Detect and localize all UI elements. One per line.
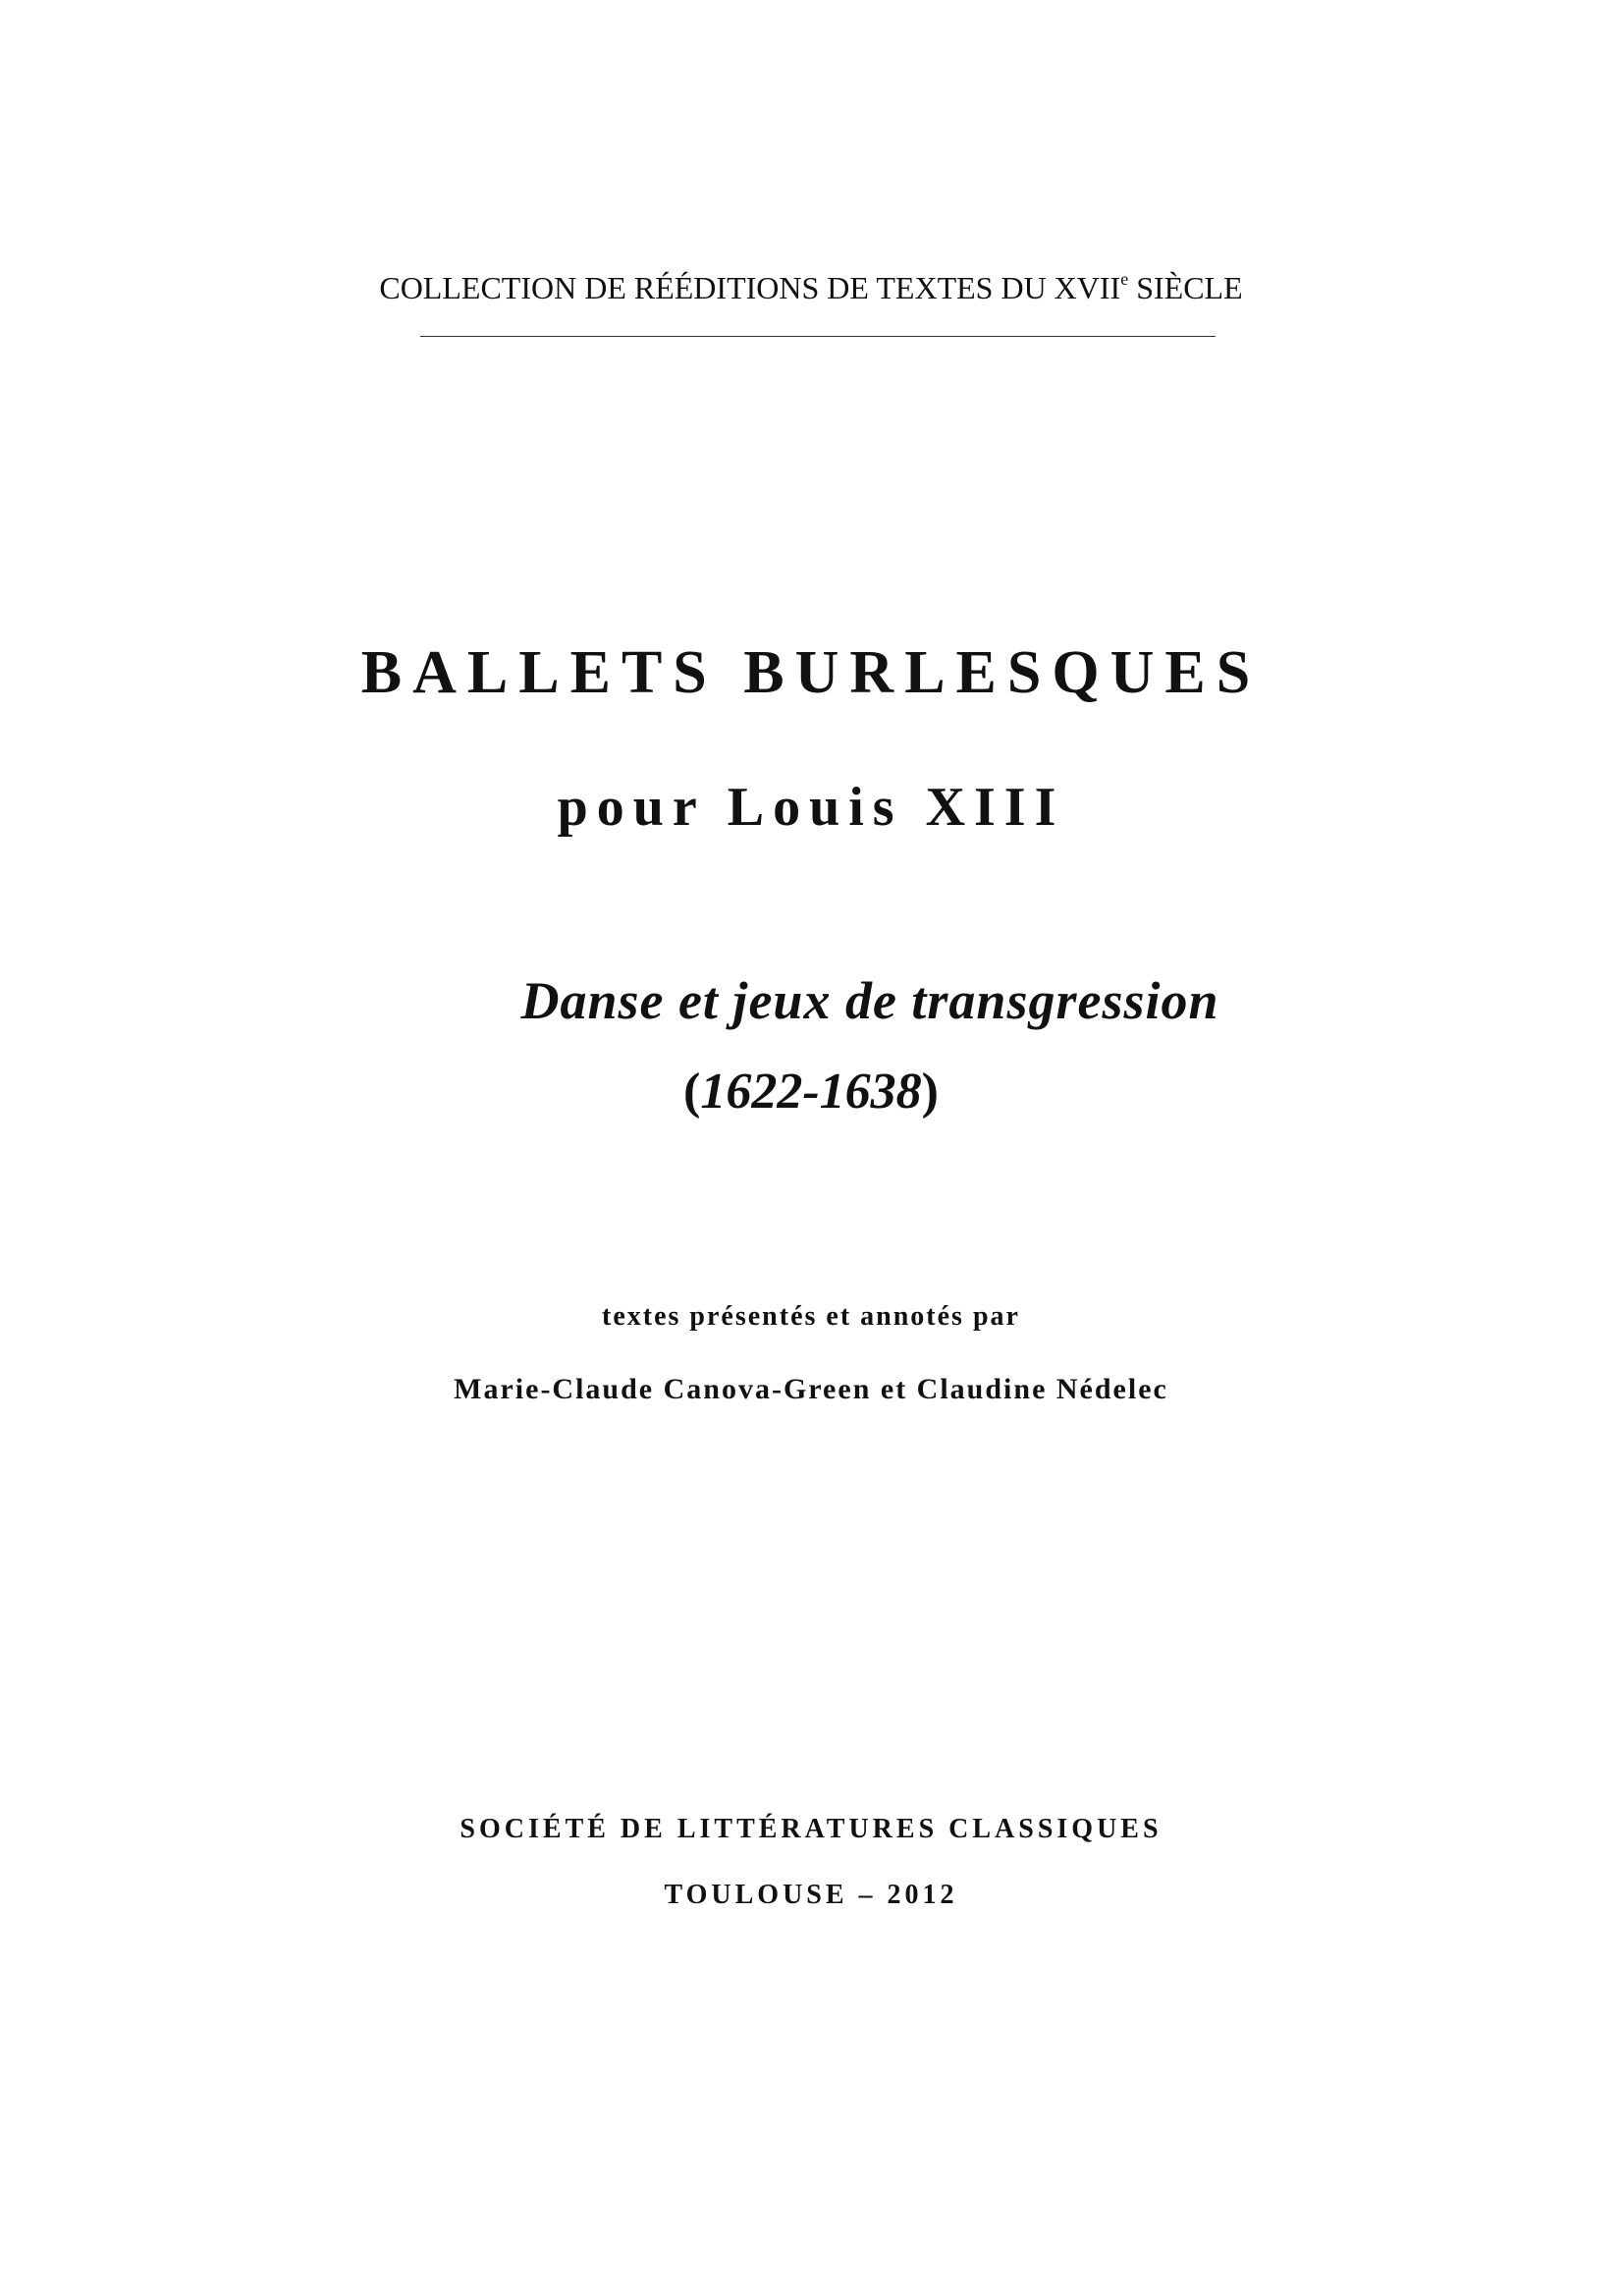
collection-heading [0,270,1622,306]
dates-open-paren: ( [683,1064,701,1120]
collection-suffix: SIÈCLE [1128,270,1243,305]
collection-prefix: COLLECTION DE RÉÉDITIONS DE TEXTES DU XVII [379,270,1121,305]
publisher: SOCIÉTÉ DE LITTÉRATURES CLASSIQUES [460,1814,1162,1844]
authors: Marie-Claude Canova-Green et Claudine Nédelec [454,1373,1168,1405]
collection-superscript: e [1120,269,1129,289]
book-title-line2: pour Louis XIII [557,777,1065,838]
presented-by: textes présentés et annotés par [602,1301,1020,1332]
book-subtitle: Danse et jeux de transgression [520,971,1219,1030]
book-dates [0,1063,1622,1121]
dates-close-paren: ) [921,1064,939,1120]
dates-range: 1622-1638 [700,1064,922,1120]
heading-rule [420,336,1216,337]
place-year: TOULOUSE – 2012 [664,1880,958,1910]
book-title-line1: BALLETS BURLESQUES [360,639,1262,706]
